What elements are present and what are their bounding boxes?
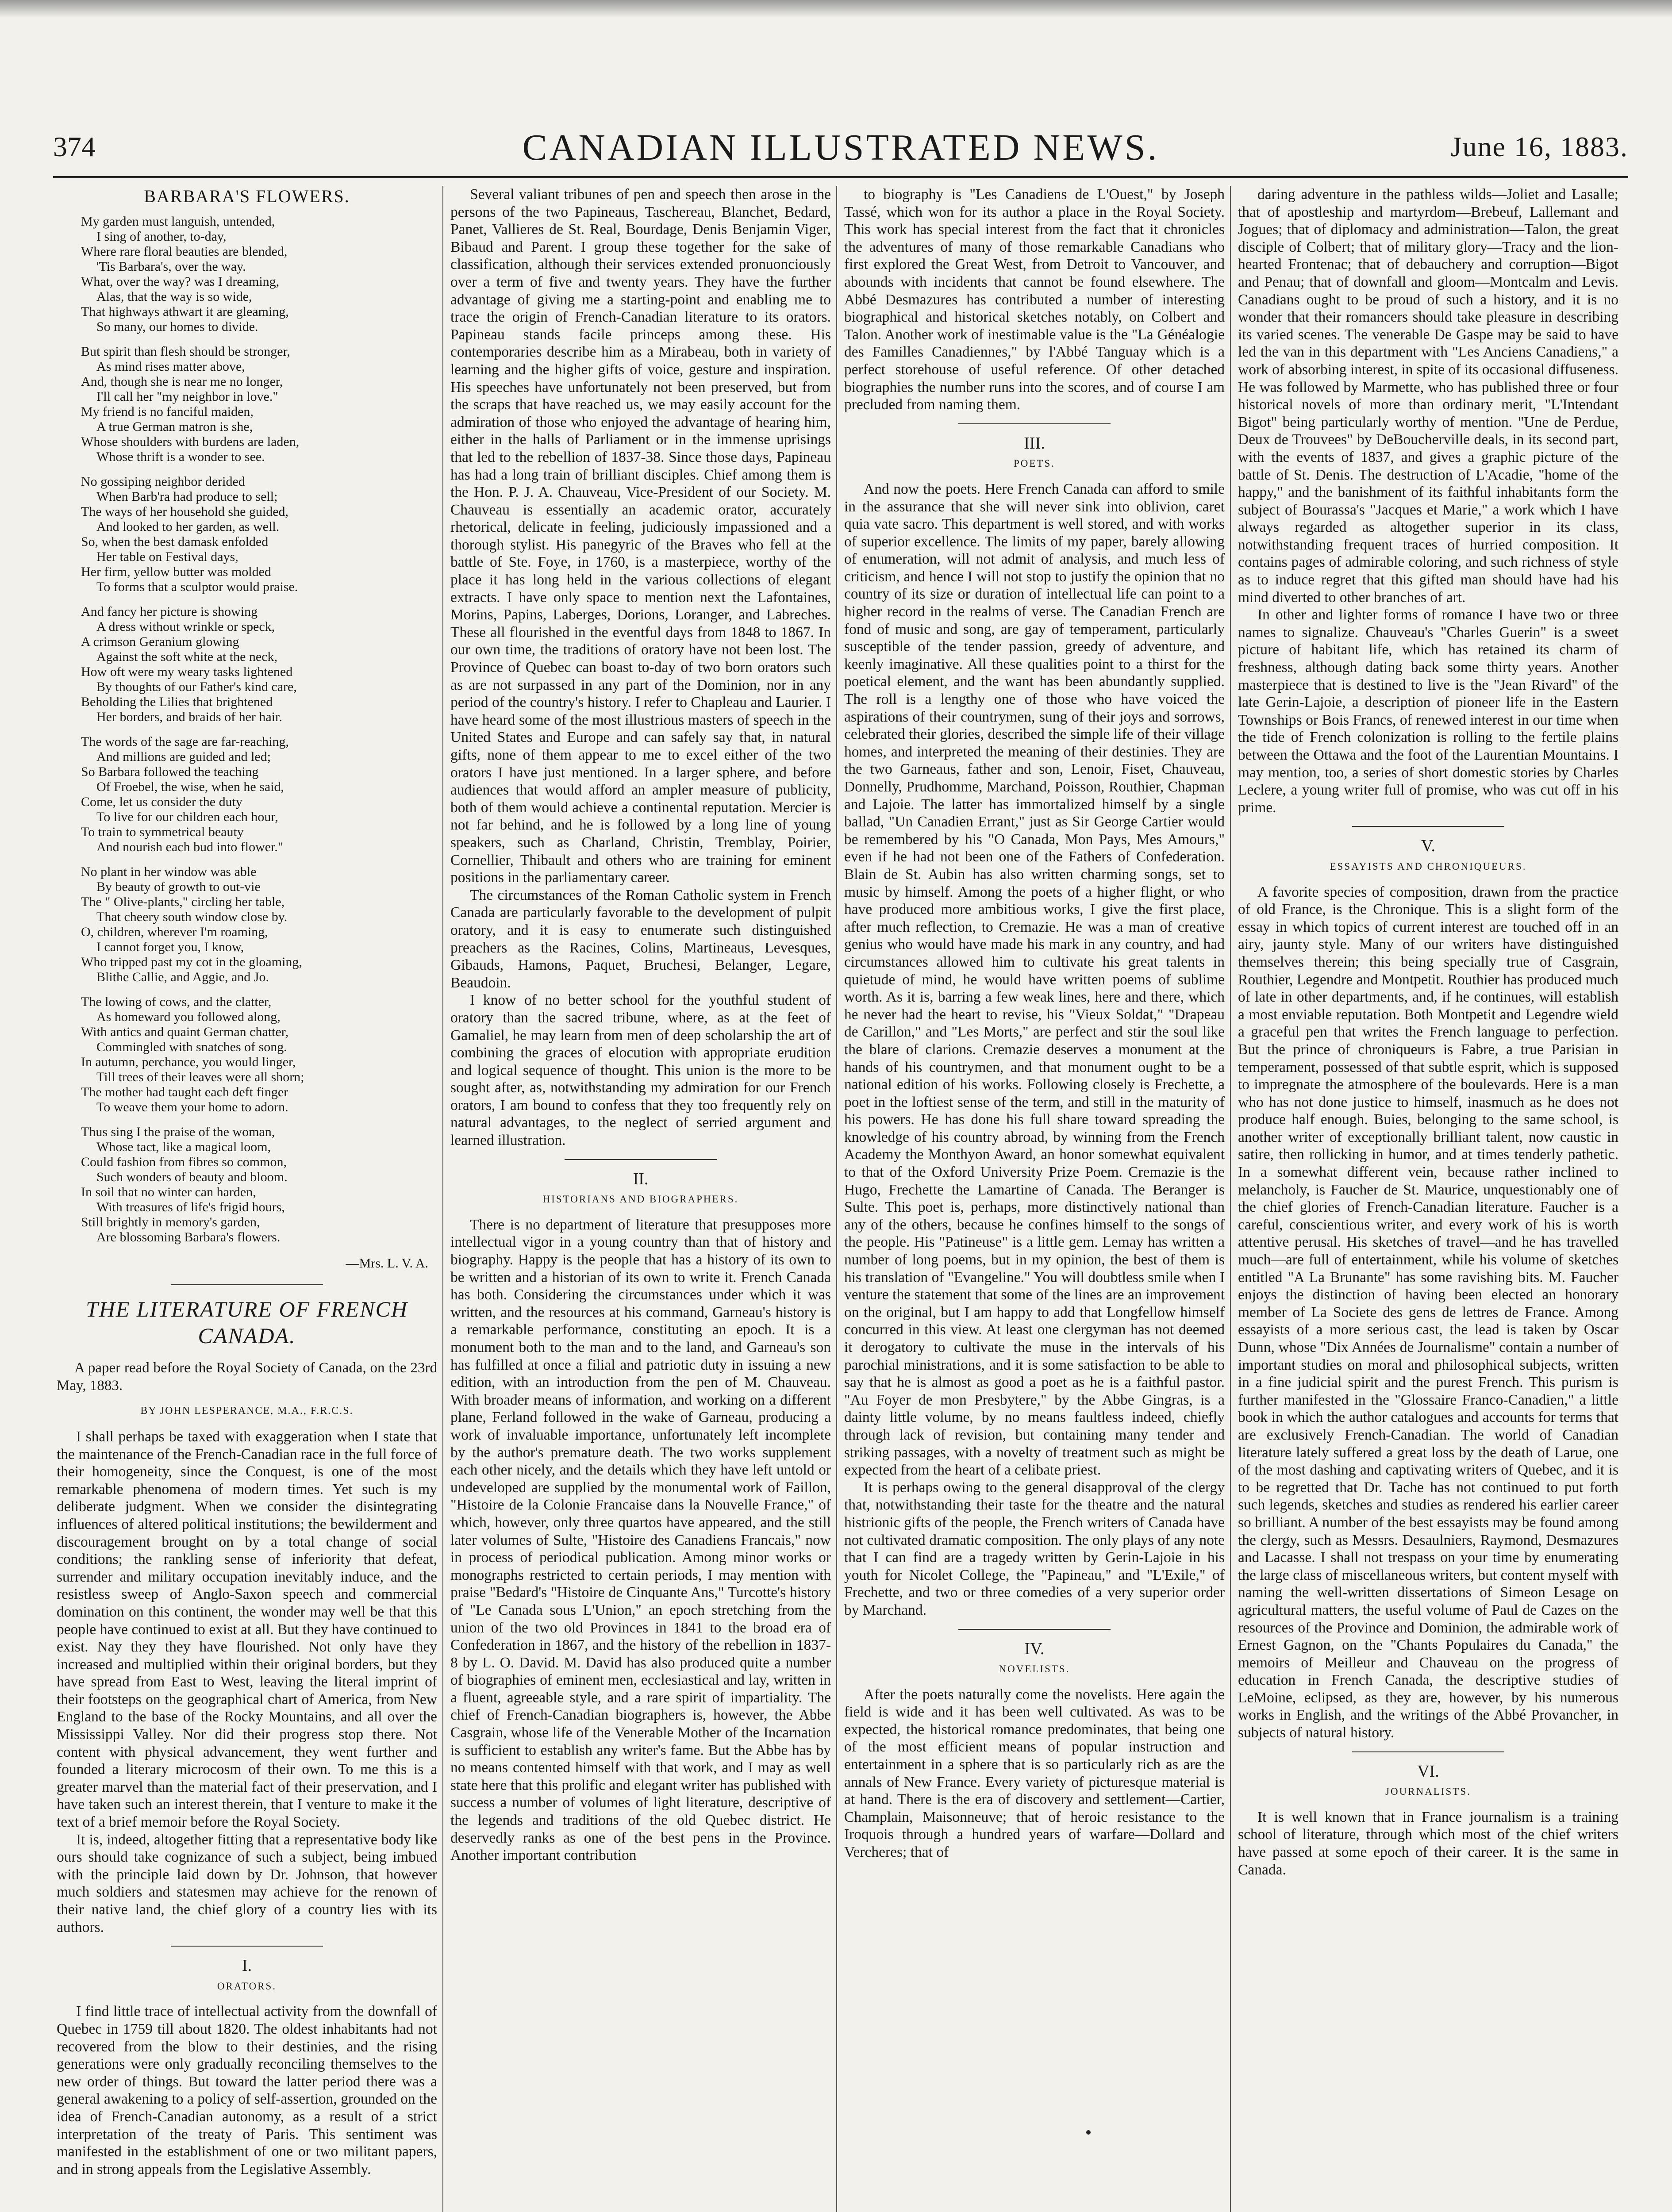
poem-line: By beauty of growth to out-vie — [96, 879, 261, 894]
poem-line: And nourish each bud into flower." — [96, 839, 284, 854]
paragraph: There is no department of literature that presupposes more intellectual vigor in a young country than that of history and biography. Happy is the people that has a history of its own to be written and a historian of its own to write it. French Canada has both. Considering the circumstances under which it was written, and the resources at his command, Garneau's history is a remarkable performance, constituting an epoch. It is a monument both to the man and to the land, and Garneau's son has fulfilled at once a filial and patriotic duty in issuing a new edition, with an introduction from the pen of M. Chauveau. With broader means of information, and working on a different plane, Ferland followed in the wake of Garneau, producing a work of invaluable importance, unfortunately left incomplete by the author's premature death. The two works supplement each other nicely, and the details which they have left untold or undeveloped are supplied by the monumental work of Faillon, "Histoire de la Colonie Francaise dans la Nouvelle France," of which, however, only three quartos have appeared, and the still later volumes of Sulte, "Histoire des Canadiens Francais," now in process of periodical publication. Among minor works or monographs restricted to certain periods, I may mention with praise "Bedard's "Histoire de Cinquante Ans," Turcotte's history of "Le Canada sous L'Union," an epoch stretching from the union of the two old Provinces in 1841 to the broad era of Confederation in 1867, and the history of the rebellion in 1837-8 by L. O. David. M. David has also produced quite a number of biographies of eminent men, ecclesiastical and lay, written in a fluent, agreeable style, and a rare spirit of impartiality. The chief of French-Canadian biographers is, however, the Abbe Casgrain, whose life of the Venerable Mother of the Incarnation is sufficient to establish any writer's fame. But the Abbe has by no means contented himself with that work, and I may as well state here that this prolific and elegant writer has published with success a number of volumes of light literature, descriptive of the legends and traditions of the old Quebec district. He deservedly ranks as one of the best pens in the Province. Another important contribution — [450, 1216, 831, 1864]
paragraph: I shall perhaps be taxed with exaggeration when I state that the maintenance of the French-Canadian race in the full force of their homogeneity, since the Conquest, is one of the most remarkable phenomena of modern times. Yet such is my deliberate judgment. When we consider the disintegrating influences of altered political institutions; the bewilderment and discouragement brought on by a total change of social conditions; the rankling sense of inferiority that defeat, surrender and military occupation inevitably induce, and the resistless sweep of Anglo-Saxon speech and commercial domination on this continent, the wonder may well be that this people have continued to exist at all. But they have continued to exist. Nay they they have flourished. Not only have they increased and multiplied within their original borders, but they have spread from East to West, leaving the literal imprint of their footsteps on the geographical chart of America, from New England to the base of the Rocky Mountains, and all over the Mississippi Valley. Nor did their progress stop there. Not content with physical advancement, they went further and founded a literary microcosm of their own. To me this is a greater marvel than the material fact of their preservation, and I have taken such an interest therein, that I venture to make it the text of a brief memoir before the Royal Society. — [57, 1428, 437, 1831]
poem-line: Such wonders of beauty and bloom. — [96, 1169, 288, 1184]
section-title: POETS. — [1013, 458, 1056, 469]
section-title: HISTORIANS AND BIOGRAPHERS. — [542, 1194, 739, 1205]
poem-line: How oft were my weary tasks lightened — [81, 664, 293, 679]
poem-line: I cannot forget you, I know, — [96, 939, 244, 954]
poem-line: A dress without wrinkle or speck, — [96, 619, 275, 634]
poem-line: Her borders, and braids of her hair. — [96, 709, 282, 724]
poem-line: The " Olive-plants," circling her table, — [81, 894, 285, 909]
poem-line: 'Tis Barbara's, over the way. — [96, 259, 246, 274]
poem-line: Are blossoming Barbara's flowers. — [96, 1229, 281, 1244]
paragraph: A favorite species of composition, drawn from the practice of old France, is the Chronique. This is a slight form of the essay in which topics of current interest are touched off in an airy, jaunty style. Many of our writers have distinguished themselves therein; this being specially true of Casgrain, Routhier, Legendre and Montpetit. Routhier has produced much of late in other departments, and, if he continues, will establish a most enviable reputation. Both Montpetit and Legendre wield a graceful pen that writes the French language to perfection. But the prince of chroniqueurs is Fabre, a true Parisian in temperament, possessed of that subtle esprit, which is supposed to impregnate the atmosphere of the boulevards. Here is a man who has not done justice to himself, inasmuch as he does not produce half enough. Buies, belonging to the same school, is another writer of exceptionally brilliant talent, now caustic in satire, then rollicking in humor, and at times tenderly pathetic. In a somewhat different vein, because rather inclined to melancholy, is Faucher de St. Maurice, unquestionably one of the chief glories of French-Canadian literature. Faucher is a careful, conscientious writer, and every work of his is worth attentive perusal. His sketches of travel—and he has travelled much—are full of entertainment, while his volume of sketches entitled "A La Brunante" has some ravishing bits. M. Faucher enjoys the distinction of having been elected an honorary member of La Societe des gens de lettres de France. Among essayists of a more serious cast, the lead is taken by Oscar Dunn, whose "Dix Années de Journalisme" contain a number of important studies on moral and philosophical subjects, written in a fine judicial spirit and the purest French. This purism is further manifested in the "Glossaire Franco-Canadien," a little book in which the author catalogues and accounts for terms that are exclusively French-Canadian. The world of Canadian literature lately suffered a great loss by the death of Larue, one of the most dashing and captivating writers of Quebec, and it is to be regretted that Dr. Tache has not continued to put forth such legends, sketches and studies as rendered his earlier career so brilliant. A number of the best essayists may be found among the clergy, such as Messrs. Desaulniers, Raymond, Desmazures and Lacasse. I shall not trespass on your time by enumerating the large class of miscellaneous writers, but content myself with naming the well-written dissertations of Simeon Lesage on agricultural matters, the useful volume of Paul de Cazes on the resources of the Province and Dominion, the admirable work of Ernest Gagnon, on the "Chants Populaires du Canada," the memoirs of Meilleur and Chauveau on the progress of education in French Canada, the descriptive studies of LeMoine, eclipsed, as they are, however, by his numerous works in English, and the writings of the Abbé Provancher, in subjects of natural history. — [1238, 883, 1618, 1741]
section-number: III. — [1024, 434, 1045, 453]
poem-body — [57, 214, 437, 1245]
poem-stanza — [57, 214, 437, 334]
article-text — [57, 2003, 437, 2178]
section-title: NOVELISTS. — [999, 1663, 1070, 1675]
paragraph: It is, indeed, altogether fitting that a representative body like ours should take cognizance of such a subject, being imbued with the principle laid down by Dr. Johnson, that however much soldiers and statesmen may achieve for the renown of their native land, the chief glory of a country lies with its authors. — [57, 1831, 437, 1936]
article-byline: BY JOHN LESPERANCE, M.A., F.R.C.S. — [140, 1405, 354, 1417]
article-text — [844, 480, 1225, 1619]
article-text — [844, 1686, 1225, 1861]
poem-line: The mother had taught each deft finger — [81, 1084, 288, 1099]
poem-line: Alas, that the way is so wide, — [96, 289, 252, 304]
article-text — [1238, 883, 1618, 1742]
section-number: II. — [633, 1169, 649, 1188]
paragraph: The circumstances of the Roman Catholic system in French Canada are particularly favorable to the development of pulpit oratory, and it is easy to enumerate such distinguished preachers as the Racines, Colins, Martineaus, Levesques, Gibauds, Hamons, Paquet, Bruchesi, Belanger, Legare, Beaudoin. — [450, 887, 831, 991]
poem-line: A true German matron is she, — [96, 419, 253, 434]
column-1 — [57, 186, 437, 2212]
poem-line: And looked to her garden, as well. — [96, 519, 280, 534]
column-rule — [836, 186, 837, 2212]
poem-line: No plant in her window was able — [81, 864, 257, 879]
poem-line: To live for our children each hour, — [96, 809, 278, 824]
section-divider — [171, 1946, 323, 1947]
column-4 — [1238, 186, 1618, 2212]
paragraph: Several valiant tribunes of pen and speech then arose in the persons of the two Papineaus, Taschereau, Blanchet, Bedard, Panet, Vallieres de St. Real, Bourdage, Denis Benjamin Viger, Bibaud and Parent. I group these together for the sake of classification, although their services extended pronuonciously over a term of five and twenty years. They have the further advantage of giving me a starting-point and enabling me to trace the origin of French-Canadian literature to its orators. Papineau stands facile princeps among these. His contemporaries describe him as a Mirabeau, both in variety of learning and the higher gifts of voice, gesture and inspiration. His speeches have unfortunately not been preserved, but from the scraps that have reached us, we may easily account for the admiration of those who enjoyed the advantage of hearing him, either in the halls of Parliament or in the immense uprisings that led to the rebellion of 1837-38. Since those days, Papineau has had a long train of brilliant disciples. Chief among them is the Hon. P. J. A. Chauveau, Vice-President of our Society. M. Chauveau is essentially an academic orator, accurately rhetorical, delicate in feeling, judiciously impassioned and a thorough stylist. His panegyric of the Braves who fell at the battle of Ste. Foye, in 1760, is a masterpiece, worthy of the place it has long held in the various collections of elegant extracts. I have only space to mention next the Lafontaines, Morins, Papins, Laberges, Dorions, Loranger, and Labreches. These all flourished in the eventful days from 1848 to 1867. In our own time, the traditions of oratory have not been lost. The Province of Quebec can boast to-day of two born orators such as are not surpassed in any part of the Dominion, nor in any period of the country's history. I refer to Chapleau and Laurier. I have heard some of the most illustrious masters of speech in the United States and Europe and can safely say that, in natural gifts, none of them appear to me to excel either of the two orators I have just mentioned. In a larger sphere, and before audiences that would afford an ampler measure of publicity, both of them would achieve a continental reputation. Mercier is not far behind, and he is followed by a long line of young speakers, such as Charland, Christin, Tremblay, Poirier, Cornellier, Thibault and others who are training for eminent positions in the parliamentary career. — [450, 186, 831, 886]
poem-line: By thoughts of our Father's kind care, — [96, 679, 297, 694]
paragraph: It is perhaps owing to the general disapproval of the clergy that, notwithstanding their taste for the theatre and the natural histrionic gifts of the people, the French writers of Canada have not cultivated dramatic composition. The only plays of any note that I can find are a tragedy written by Gerin-Lajoie in his youth for Nicolet College, the "Papineau," and "L'Exile," of Frechette, and two or three comedies of a very superior order by Marchand. — [844, 1479, 1225, 1618]
column-3 — [844, 186, 1225, 2212]
poem-stanza — [57, 864, 437, 985]
poem-line: My friend is no fanciful maiden, — [81, 404, 254, 419]
poem-line: Her firm, yellow butter was molded — [81, 564, 271, 579]
poem-line: Still brightly in memory's garden, — [81, 1214, 260, 1229]
paragraph: In other and lighter forms of romance I have two or three names to signalize. Chauveau's "Charles Guerin" is a sweet picture of habitant life, which has retained its charm of freshness, although dating back some thirty years. Another masterpiece that is destined to live is the "Jean Rivard" of the late Gerin-Lajoie, a description of pioneer life in the Eastern Townships or Bois Francs, of renewed interest in our time when the tide of French colonization is rolling to the fertile plains between the Ottawa and the foot of the Laurentian Mountains. I may mention, too, a series of short domestic stories by Charles Leclere, a young writer full of promise, who was cut off in his prime. — [1238, 607, 1618, 816]
article-text — [844, 186, 1225, 414]
poem-line: In soil that no winter can harden, — [81, 1184, 256, 1199]
poem-stanza — [57, 995, 437, 1115]
page-header — [53, 126, 1628, 175]
poem-stanza — [57, 604, 437, 725]
poem-line: Come, let us consider the duty — [81, 794, 242, 809]
article-title: THE LITERATURE OF FRENCH CANADA. — [85, 1297, 408, 1348]
poem-line: To forms that a sculptor would praise. — [96, 579, 298, 594]
poem-line: Where rare floral beauties are blended, — [81, 244, 288, 259]
column-rule — [1230, 186, 1231, 2212]
poem-stanza — [57, 474, 437, 595]
paragraph: I know of no better school for the youthful student of oratory than the sacred tribune, where, as at the feet of Gamaliel, he may learn from men of deep scholarship the art of combining the graces of elocution with appropriate erudition and logical sequence of thought. This union is the more to be sought after, as, notwithstanding my admiration for our French orators, I am bound to confess that they too frequently rely on natural advantages, to the neglect of serried argument and learned illustration. — [450, 992, 831, 1149]
poem-line: Her table on Festival days, — [96, 549, 238, 564]
poem-line: With treasures of life's frigid hours, — [96, 1199, 285, 1214]
poem-line: Till trees of their leaves were all shorn; — [96, 1069, 304, 1084]
poem-line: A crimson Geranium glowing — [81, 634, 239, 649]
poem-line: O, children, wherever I'm roaming, — [81, 924, 268, 939]
poem-stanza — [57, 1125, 437, 1245]
poem-line: But spirit than flesh should be stronger, — [81, 344, 290, 359]
poem-title: BARBARA'S FLOWERS. — [144, 186, 350, 206]
poem-line: So, when the best damask enfolded — [81, 534, 269, 549]
section-divider — [1352, 826, 1504, 827]
poem-line: As homeward you followed along, — [96, 1009, 281, 1024]
section-title: ORATORS. — [217, 1980, 277, 1992]
poem-stanza — [57, 734, 437, 855]
poem-line: So many, our homes to divide. — [96, 319, 258, 334]
header-rule — [53, 176, 1628, 178]
section-number: IV. — [1024, 1639, 1045, 1658]
poem-line: I'll call her "my neighbor in love." — [96, 389, 278, 404]
ink-dot — [1086, 2130, 1091, 2135]
poem-line: When Barb'ra had produce to sell; — [96, 489, 278, 504]
poem-line: Commingled with snatches of song. — [96, 1039, 287, 1054]
poem-line: With antics and quaint German chatter, — [81, 1024, 289, 1039]
poem-line: And, though she is near me no longer, — [81, 374, 283, 389]
poem-line: Who tripped past my cot in the gloaming, — [81, 954, 302, 969]
poem-line: That cheery south window close by. — [96, 909, 288, 924]
poem-line: And fancy her picture is showing — [81, 604, 258, 619]
poem-stanza — [57, 344, 437, 465]
column-rule — [442, 186, 443, 2212]
poem-line: The lowing of cows, and the clatter, — [81, 994, 272, 1009]
section-divider — [565, 1159, 717, 1160]
paragraph: to biography is "Les Canadiens de L'Ouest," by Joseph Tassé, which won for its author a place in the Royal Society. This work has special interest from the fact that it chronicles the adventures of many of those remarkable Canadians who first explored the Great West, from Detroit to Vancouver, and abounds with incidents that cannot be found elsewhere. The Abbé Desmazures has contributed a number of interesting biographical and historical sketches notably, on Colbert and Talon. Another work of inestimable value is the "La Généalogie des Familles Canadiennes," by l'Abbé Tanguay which is a perfect storehouse of useful reference. Of other detached biographies the number runs into the scores, and of course I am precluded from naming them. — [844, 186, 1225, 413]
poem-line: Against the soft white at the neck, — [96, 649, 278, 664]
poem-line: Blithe Callie, and Aggie, and Jo. — [96, 969, 269, 984]
article-text — [1238, 186, 1618, 816]
section-number: VI. — [1417, 1762, 1439, 1781]
poem-line: Beholding the Lilies that brightened — [81, 694, 273, 709]
page-number: 374 — [53, 131, 96, 162]
paragraph: daring adventure in the pathless wilds—Joliet and Lasalle; that of apostleship and martyrdom—Brebeuf, Lallemant and Jogues; that of diplomacy and administration—Talon, the great disciple of Colbert; that of military glory—Tracy and the lion-hearted Frontenac; that of debauchery and corruption—Bigot and Penau; that of downfall and gloom—Montcalm and Levis. Canadians ought to be proud of such a history, and it is no wonder that their romancers should take pleasure in describing its varied scenes. The venerable De Gaspe may be said to have led the van in this department with "Les Anciens Canadiens," a work of absorbing interest, in spite of its occasional diffuseness. He was followed by Marmette, who has published three or four historical novels of more than ordinary merit, "L'Intendant Bigot" being particularly worthy of mention. "Une de Perdue, Deux de Trouvees" by DeBoucherville deals, in its second part, with the events of 1837, and gives a graphic picture of the battle of St. Denis. The destruction of L'Acadie, "home of the happy," and the banishment of its faithful inhabitants form the subject of Bourassa's "Jacques et Marie," a work which I have always regarded as altogether superior in its class, notwithstanding frequent traces of hurried composition. It contains pages of admirable coloring, and such richness of style as to induce regret that this gifted man should have had his mind diverted to other branches of art. — [1238, 186, 1618, 606]
poem-signature: —Mrs. L. V. A. — [346, 1256, 428, 1271]
section-divider — [958, 423, 1111, 424]
poem-line: Whose tact, like a magical loom, — [96, 1139, 271, 1154]
poem-line: Of Froebel, the wise, when he said, — [96, 779, 284, 794]
section-number: I. — [242, 1956, 252, 1975]
article-text — [450, 186, 831, 1149]
poem-line: So Barbara followed the teaching — [81, 764, 259, 779]
poem-line: And millions are guided and led; — [96, 749, 271, 764]
poem-line: Could fashion from fibres so common, — [81, 1154, 287, 1169]
poem-line: No gossiping neighbor derided — [81, 474, 245, 489]
section-number: V. — [1421, 837, 1436, 856]
paragraph: And now the poets. Here French Canada can afford to smile in the assurance that she will never sink into oblivion, caret quia vate sacro. This department is well stored, and with works of superior excellence. The limits of my paper, barely allowing of enumeration, will not admit of analysis, and much less of criticism, and hence I will not stop to justify the opinion that no country of its size or duration of intellectual life can point to a higher record in the realms of verse. The Canadian French are fond of music and song, are gay of temperament, particularly susceptible of the tender passion, greedy of adventure, and keenly imaginative. All these qualities point to a thirst for the poetical element, and the want has been abundantly supplied. The roll is a lengthy one of those who have voiced the aspirations of their countrymen, sung of their joys and sorrows, celebrated their glories, described the simple life of their village homes, and interpreted the meaning of their destinies. They are the two Garneaus, father and son, Lenoir, Fiset, Chauveau, Donnelly, Prudhomme, Marchand, Poisson, Routhier, Chapman and Lajoie. The latter has immortalized himself by a single ballad, "Un Canadien Errant," just as Sir George Cartier would be remembered by his "O Canada, Mon Pays, Mes Amours," even if he had not been one of the Fathers of Confederation. Blain de St. Aubin has also written charming songs, set to music by himself. Among the poets of a higher flight, or who have produced more ambitious works, I give the first place, after much reflection, to Cremazie. He was a man of creative genius who would have made his mark in any country, and had circumstances allowed him to cultivate his great talents in quietude of mind, he would have written poems of sublime worth. As it is, barring a few weak lines, here and there, which he never had the heart to revise, his "Vieux Soldat," "Drapeau de Carillon," and "Les Morts," are perfect and stir the soul like the blare of clarions. Cremazie deserves a monument at the hands of his countrymen, and that monument ought to be a national edition of his works. Following closely is Frechette, a poet in the loftiest sense of the term, and still in the maturity of his powers. He has done his full share toward spreading the knowledge of his country abroad, by winning from the French Academy the Monthyon Award, an honor somewhat equivalent to that of the Oxford University Prize Poem. Cremazie is the Hugo, Frechette the Lamartine of Canada. The Beranger is Sulte. This poet is, perhaps, more distinctively national than any of the others, because he confines himself to the songs of the people. His "Patineuse" is a little gem. Lemay has written a number of long poems, but in my opinion, the best of them is his translation of "Evangeline." You will doubtless smile when I venture the statement that some of the lines are an improvement on the original, but I am happy to add that Longfellow himself concurred in this view. At least one clergyman has not deemed it derogatory to cultivate the muse in the intervals of his parochial ministrations, and it is some satisfaction to be able to say that he is almost as good a poet as he is a faithful pastor. "Au Foyer de mon Presbytere," by the Abbe Gingras, is a dainty little volume, by no means faultless indeed, chiefly through lack of revision, but containing many tender and striking passages, with a novelty of treatment such as might be expected from the heart of a celibate priest. — [844, 480, 1225, 1479]
poem-line: What, over the way? was I dreaming, — [81, 274, 280, 289]
poem-line: The ways of her household she guided, — [81, 504, 289, 519]
poem-line: That highways athwart it are gleaming, — [81, 304, 289, 319]
article-text — [450, 1216, 831, 1864]
poem-line: My garden must languish, untended, — [81, 214, 275, 229]
section-title: ESSAYISTS AND CHRONIQUEURS. — [1330, 860, 1527, 872]
poem-line: To weave them your home to adorn. — [96, 1099, 288, 1114]
poem-line: Whose shoulders with burdens are laden, — [81, 434, 300, 449]
section-divider — [1352, 1751, 1504, 1752]
masthead-title: CANADIAN ILLUSTRATED NEWS. — [522, 127, 1159, 168]
paragraph: After the poets naturally come the novelists. Here again the field is wide and it has been well cultivated. As was to be expected, the historical romance predominates, that being one of the most efficient means of popular instruction and entertainment in a sphere that is so particularly rich as are the annals of New France. Every variety of picturesque material is at hand. There is the era of discovery and settlement—Cartier, Champlain, Maisonneuve; that of heroic resistance to the Iroquois through a hundred years of warfare—Dollard and Vercheres; that of — [844, 1686, 1225, 1861]
issue-date: June 16, 1883. — [1450, 131, 1628, 162]
poem-line: Thus sing I the praise of the woman, — [81, 1124, 275, 1139]
poem-line: As mind rises matter above, — [96, 359, 245, 374]
paragraph: I find little trace of intellectual activity from the downfall of Quebec in 1759 till about 1820. The oldest inhabitants had not recovered from the blow to their destinies, and the rising generations were only gradually reconciling themselves to the new order of things. But toward the latter period there was a general awakening to a policy of self-assertion, grounded on the idea of French-Canadian autonomy, as a result of a strict interpretation of the treaty of Paris. This sentiment was manifested in the establishment of one or two militant papers, and in strong appeals from the Legislative Assembly. — [57, 2003, 437, 2177]
scan-edge-top — [0, 0, 1672, 18]
article-text — [57, 1428, 437, 1936]
poem-line: To train to symmetrical beauty — [81, 824, 244, 839]
column-2 — [450, 186, 831, 2212]
poem-line: In autumn, perchance, you would linger, — [81, 1054, 296, 1069]
section-divider — [958, 1629, 1111, 1630]
poem-line: The words of the sage are far-reaching, — [81, 734, 289, 749]
poem-line: I sing of another, to-day, — [96, 229, 227, 244]
section-title: JOURNALISTS. — [1385, 1786, 1471, 1797]
paragraph: It is well known that in France journalism is a training school of literature, through which most of the chief writers have passed at some epoch of their career. It is the same in Canada. — [1238, 1809, 1618, 1878]
article-intro: A paper read before the Royal Society of Canada, on the 23rd May, 1883. — [57, 1360, 437, 1394]
poem-line: Whose thrift is a wonder to see. — [96, 449, 265, 464]
article-text — [1238, 1809, 1618, 1878]
section-divider — [171, 1284, 323, 1285]
